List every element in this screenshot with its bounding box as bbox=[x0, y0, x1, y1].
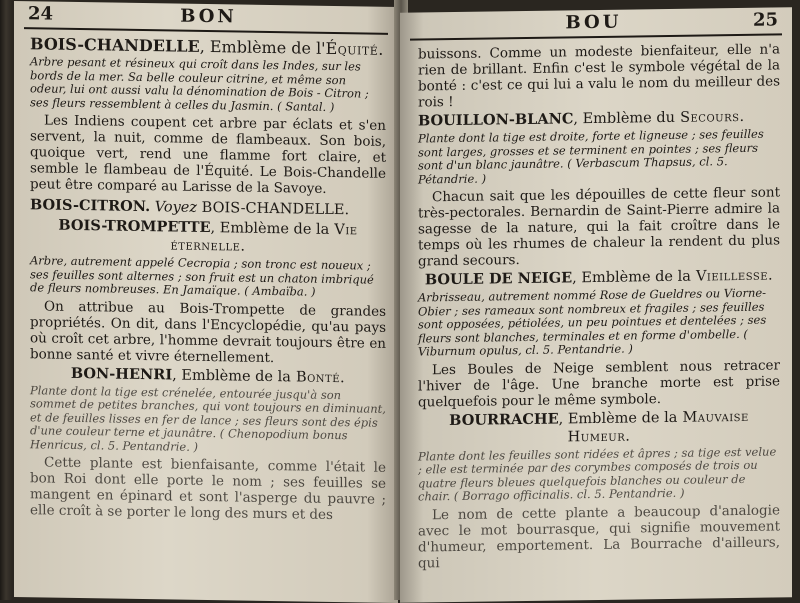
entry-title: BON-HENRI bbox=[70, 364, 173, 383]
entry-emblem: , Emblème de la bbox=[210, 220, 330, 238]
page-number-left: 24 bbox=[28, 3, 54, 25]
entry-emblem-word: Mauvaise Humeur. bbox=[567, 408, 749, 445]
entry-emblem: , Emblème du bbox=[573, 109, 675, 128]
entry-emblem-word: Vie éternelle. bbox=[170, 222, 358, 255]
running-title-left: BON bbox=[180, 5, 237, 28]
entry-title: BOULE DE NEIGE bbox=[424, 269, 573, 289]
entry-paragraph: Les Boules de Neige semblent nous retracer l'hiver de l'âge. Une branche morte est prise quelquefois pour le même symbole. bbox=[418, 356, 780, 410]
left-page bbox=[14, 1, 398, 603]
right-page bbox=[400, 7, 792, 602]
entry-title: BOUILLON-BLANC bbox=[418, 110, 574, 130]
entry-emblem-word: Équité. bbox=[325, 38, 384, 59]
entry-heading-bourrache bbox=[418, 407, 780, 448]
entry-paragraph: On attribue au Bois-Trompette de grandes propriétés. On dit, dans l'Encyclopédie, qu'au pays où croît cet arbre, l'homme devrait toujours être en bonne santé et vivre éternellement. bbox=[30, 297, 386, 366]
entry-title: BOIS-CITRON. bbox=[30, 196, 151, 216]
entry-emblem-word: Bonté. bbox=[295, 368, 346, 386]
continuation-paragraph: buissons. Comme un modeste bienfaiteur, elle n'a rien de brillant. Enfin c'est le symbole végétal de la bonté : c'est ce qui lui a valu le nom du meilleur des rois ! bbox=[418, 41, 780, 111]
right-page-body bbox=[400, 41, 792, 571]
entry-paragraph: Chacun sait que les dépouilles de cette fleur sont très-pectorales. Bernardin de Saint-Pierre admire la sagesse de la nature, qui la fait croître dans le temps où les rhumes de chaleur la rendent du plus grand secours. bbox=[418, 184, 780, 270]
entry-description: Plante dont la tige est crénelée, entourée jusqu'à son sommet de petites branches, qui vont toujours en diminuant, et de feuilles lisses en fer de lance ; ses fleurs sont des épis d'une couleur terne et jaunâtre. ( Chenopodium bonus Henricus, cl. 5. Pentandrie. ) bbox=[30, 382, 386, 454]
running-title-right: BOU bbox=[565, 11, 622, 34]
entry-paragraph: Cette plante est bienfaisante, comme l'était le bon Roi dont elle porte le nom ; ses feuilles se mangent en épinard et sont l'asperge du pauvre ; elle croît à se porter le long des murs et des bbox=[30, 454, 386, 523]
entry-description: Plante dont la tige est droite, forte et ligneuse ; ses feuilles sont larges, grosses et se terminent en pointes ; ses fleurs sont d'un blanc jaunâtre. ( Verbascum Thapsus, cl. 5. Pétandrie. ) bbox=[418, 126, 764, 186]
entry-emblem: , Emblème de la bbox=[558, 409, 678, 428]
entry-emblem-word: Secours. bbox=[680, 108, 745, 126]
see-target: BOIS-CHANDELLE. bbox=[201, 199, 350, 219]
left-running-head bbox=[14, 1, 398, 31]
page-number-right: 25 bbox=[752, 9, 778, 31]
entry-heading-bois-trompette bbox=[30, 216, 386, 258]
entry-description: Plante dont les feuilles sont ridées et âpres ; sa tige est velue ; elle est terminée par des corymbes composés de trois ou quatre fleurs bleues quelquefois blanches ou couleur de chair. ( Borrago officinalis. cl. 5. Pentandrie. ) bbox=[418, 443, 777, 504]
entry-emblem: , Emblème de la bbox=[572, 268, 691, 287]
entry-title: BOIS-CHANDELLE bbox=[30, 34, 200, 56]
entry-emblem-word: Vieillesse. bbox=[695, 267, 774, 285]
right-running-head bbox=[400, 7, 792, 36]
entry-title: BOURRACHE bbox=[449, 410, 559, 429]
entry-paragraph: Les Indiens coupent cet arbre par éclats et s'en servent, la nuit, comme de flambeaux. Son bois, quoique vert, rend une flamme fort claire, et semble le flambeau de l'Équité. Le Bois-Chandelle peut être comparé au Larisse de la Savoye. bbox=[30, 112, 386, 197]
see-label: Voyez bbox=[154, 199, 198, 216]
entry-emblem: , Emblème de la bbox=[172, 366, 291, 385]
entry-emblem: , Emblème de l' bbox=[199, 36, 326, 58]
entry-description: Arbrisseau, autrement nommé Rose de Gueldres ou Viorne-Obier ; ses rameaux sont nombreux et fragiles ; ses feuilles sont opposées, pétiolées, un peu pointues et dentelées ; ses fleurs sont blanches, terminales et en forme d'ombelle. ( Viburnum opulus, cl. 5. Pentandrie. ) bbox=[418, 285, 767, 359]
entry-paragraph: Le nom de cette plante a beaucoup d'analogie avec le mot bourrasque, qui signifie mouvement d'humeur, emportement. La Bourrache d'ailleurs, qui bbox=[418, 501, 780, 571]
entry-description: Arbre, autrement appelé Cecropia ; son tronc est noueux ; ses feuilles sont alternes ; son fruit est un chaton imbriqué de fleurs nombreuses. En Jamaïque. ( Ambaïba. ) bbox=[30, 253, 374, 299]
entry-title: BOIS-TROMPETTE bbox=[58, 216, 211, 237]
left-page-body bbox=[14, 35, 398, 524]
entry-description: Arbre pesant et résineux qui croît dans les Indes, sur les bords de la mer. Sa belle couleur citrine, et même son odeur, lui ont aussi valu la dénomination de Bois - Citron ; ses fleurs ressemblent à celles du Jasmin. ( Santal. ) bbox=[30, 54, 369, 114]
